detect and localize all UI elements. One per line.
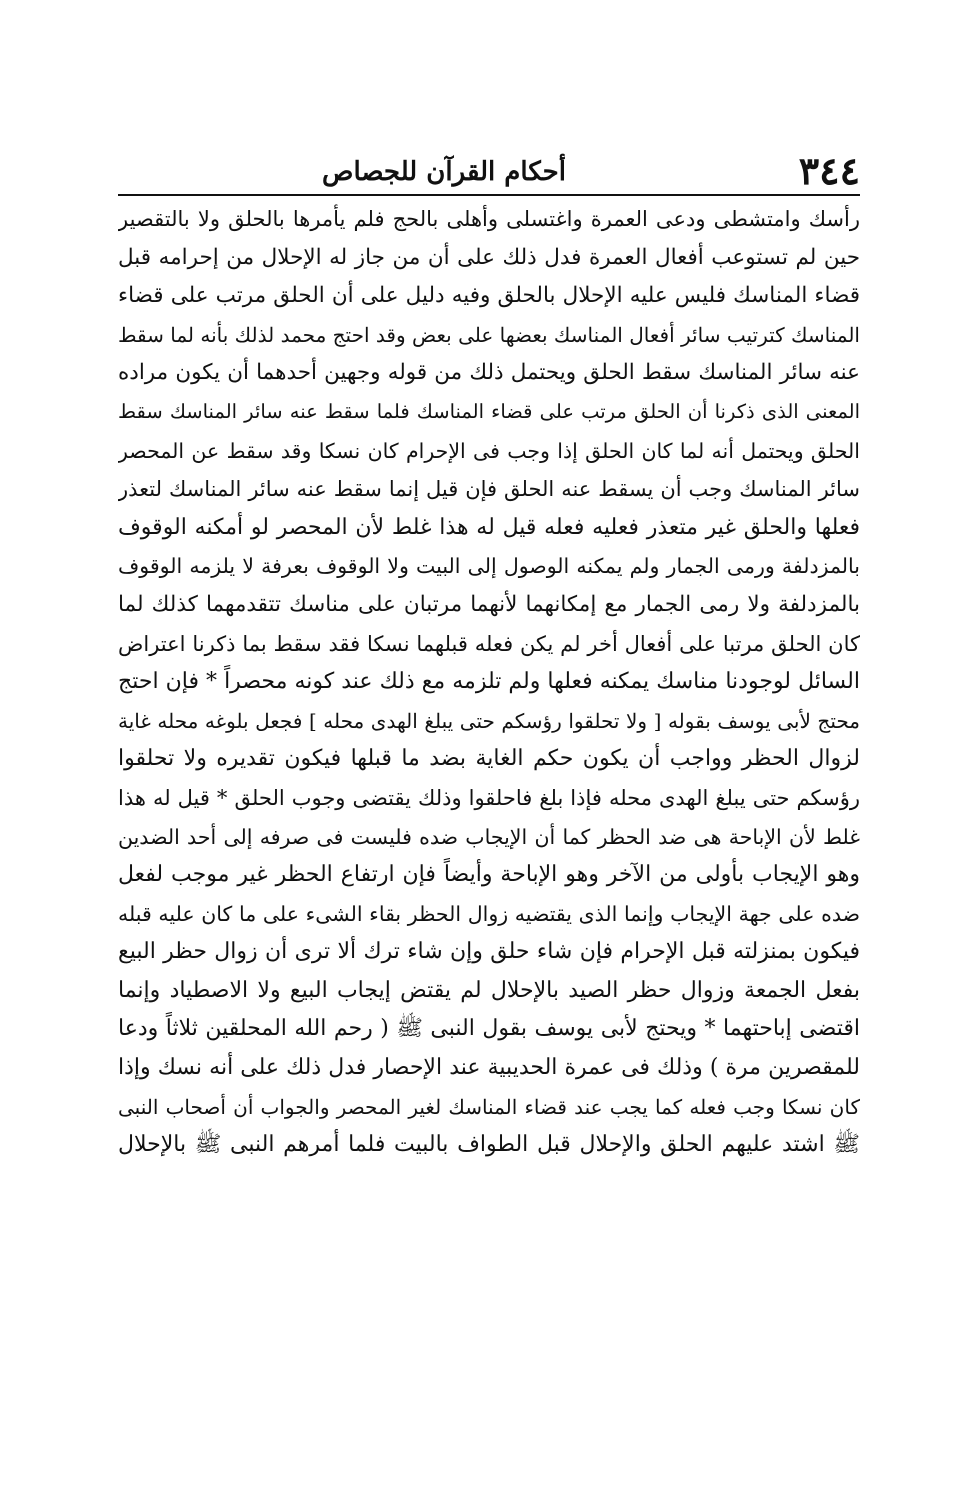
text-line: رأسك وامتشطى ودعى العمرة واغتسلى وأهلى بالحج فلم يأمرها بالحلق ولا بالتقصير xyxy=(118,207,860,231)
text-line: عنه سائر المناسك سقط الحلق ويحتمل ذلك من قوله وجهين أحدهما أن يكون مراده xyxy=(118,360,860,386)
text-line: ﷺ اشتد عليهم الحلق والإحلال قبل الطواف بالبيت فلما أمرهم النبى ﷺ بالإحلال xyxy=(118,1132,860,1158)
text-line: للمقصرين مرة ) وذلك فى عمرة الحديبية عند الإحصار فدل ذلك على أنه نسك وإذا xyxy=(118,1055,860,1081)
page-number: ٣٤٤ xyxy=(798,148,860,193)
text-line: المعنى الذى ذكرنا أن الحلق مرتب على قضاء المناسك فلما سقط عنه سائر المناسك سقط xyxy=(118,399,860,423)
text-line: لزوال الحظر وواجب أن يكون حكم الغاية بضد ما قبلها فيكون تقديره ولا تحلقوا xyxy=(118,746,860,772)
page-header xyxy=(118,150,860,192)
text-line: محتج لأبى يوسف بقوله [ ولا تحلقوا رؤسكم حتى يبلغ الهدى محله ] فجعل بلوغه محله غاية xyxy=(118,708,860,733)
running-title: أحكام القرآن للجصاص xyxy=(322,157,566,187)
text-line: ضده على جهة الإيجاب وإنما الذى يقتضيه زوال الحظر بقاء الشىء على ما كان عليه قبله xyxy=(118,901,860,926)
text-line: قضاء المناسك فليس عليه الإحلال بالحلق وفيه دليل على أن الحلق مرتب على قضاء xyxy=(118,283,860,309)
text-line: بالمزدلفة ورمى الجمار ولم يمكنه الوصول إلى البيت ولا الوقوف بعرفة لا يلزمه الوقوف xyxy=(118,554,860,579)
text-line: المناسك كترتيب سائر أفعال المناسك بعضها على بعض وقد احتج محمد لذلك بأنه لما سقط xyxy=(118,322,860,347)
text-line: رؤسكم حتى يبلغ الهدى محله فإذا بلغ فاحلقوا وذلك يقتضى وجوب الحلق ‌* قيل له هذا xyxy=(118,785,860,810)
text-line: كان نسكا وجب فعله كما يجب عند قضاء المناسك لغير المحصر والجواب أن أصحاب النبى xyxy=(118,1094,860,1119)
body-text xyxy=(118,200,860,1165)
text-line: كان الحلق مرتبا على أفعال أخر لم يكن فعله قبلهما نسكا فقد سقط بما ذكرنا اعتراض xyxy=(118,631,860,656)
text-line: وهو الإيجاب بأولى من الآخر وهو الإباحة وأيضاً فإن ارتفاع الحظر غير موجب لفعل xyxy=(118,862,860,888)
text-line: سائر المناسك وجب أن يسقط عنه الحلق فإن قيل إنما سقط عنه سائر المناسك لتعذر xyxy=(118,477,860,502)
text-line: فعلها والحلق غير متعذر فعليه فعله قيل له هذا غلط لأن المحصر لو أمكنه الوقوف xyxy=(118,514,860,540)
text-line: الحلق ويحتمل أنه لما كان الحلق إذا وجب فى الإحرام كان نسكا وقد سقط عن المحصر xyxy=(118,438,860,463)
text-line: بفعل الجمعة وزوال حظر الصيد بالإحلال لم يقتض إيجاب البيع ولا الاصطياد وإنما xyxy=(118,977,860,1003)
header-rule xyxy=(118,194,860,196)
text-line: اقتضى إباحتهما ‌* ويحتج لأبى يوسف بقول النبى ﷺ ( رحم الله المحلقين ثلاثاً ودعا xyxy=(118,1016,860,1042)
text-line: فيكون بمنزلته قبل الإحرام فإن شاء حلق وإن شاء ترك ألا ترى أن زوال حظر البيع xyxy=(118,939,860,965)
text-line: غلط لأن الإباحة هى ضد الحظر كما أن الإيجاب ضده فليست فى صرفه إلى أحد الضدين xyxy=(118,824,860,849)
text-line: السائل لوجودنا مناسك يمكنه فعلها ولم تلزمه مع ذلك عند كونه محصراً ‌* فإن احتج xyxy=(118,669,860,695)
text-line: بالمزدلفة ولا رمى الجمار مع إمكانهما لأنهما مرتبان على مناسك تتقدمهما كذلك لما xyxy=(118,591,860,617)
text-line: حين لم تستوعب أفعال العمرة فدل ذلك على أن من جاز له الإحلال من إحرامه قبل xyxy=(118,244,860,270)
